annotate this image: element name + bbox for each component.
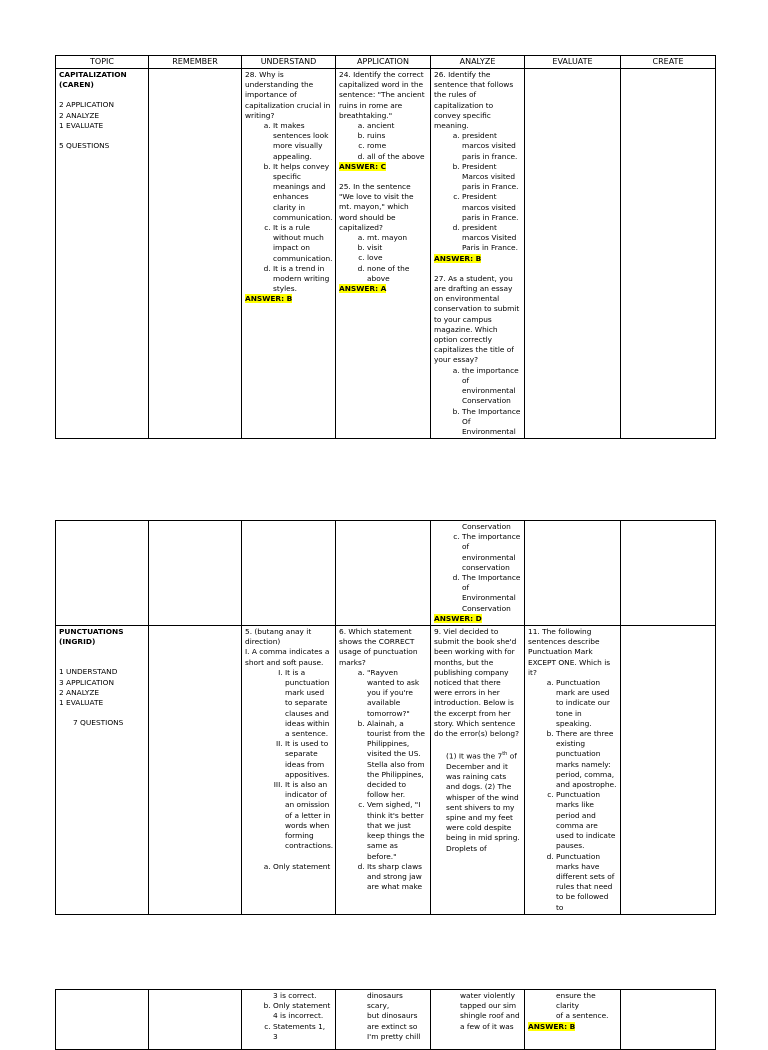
header-create: CREATE (621, 56, 716, 69)
rubric-table-page-1 (55, 55, 716, 439)
excerpt-rest: of December and it was raining cats and dogs. (2) The whisper of the wind sent shivers to my spine and my feet were cold despite being in mid spring. Droplets of (446, 751, 520, 853)
excerpt-superscript: th (502, 751, 508, 758)
answer-key: ANSWER: A (339, 284, 387, 294)
remember-cell (149, 69, 242, 439)
option-item: d. The Importance of Environmental Conservation (462, 573, 521, 614)
rubric-table-page-3 (55, 989, 716, 1050)
option-item: a. It makes sentences look more visually appealing. (273, 121, 332, 162)
question-stem: 11. The following sentences describe Punctuation Mark EXCEPT ONE. Which is it? (528, 627, 611, 677)
option-item: b. There are three existing punctuation marks namely: period, comma, and apostrophe. (556, 729, 617, 790)
option-item: c. It is a rule without much impact on communication. (273, 223, 332, 264)
option-item: c. The importance of environmental conservation (462, 532, 521, 573)
topic-cell-punctuations (56, 626, 149, 915)
excerpt-start: (1) It was the 7 (446, 751, 503, 761)
table-row-punctuations-continued (56, 990, 716, 1050)
question-stem: 27. As a student, you are drafting an essay on environmental conservation to submit to your campus magazine. Which option correctly capitalizes the title of your essay? (434, 273, 520, 365)
option-item: a. mt. mayon (367, 233, 427, 243)
topic-question-count: 5 QUESTIONS (59, 141, 110, 151)
understand-cell (242, 990, 336, 1050)
topic-question-count: 7 QUESTIONS (73, 718, 124, 728)
header-analyze: ANALYZE (431, 56, 525, 69)
option-item: d. none of the above (367, 264, 427, 284)
question-excerpt (434, 749, 521, 854)
header-understand: UNDERSTAND (242, 56, 336, 69)
answer-key: ANSWER: B (434, 253, 482, 263)
create-cell (621, 69, 716, 439)
option-list (245, 1001, 332, 1042)
excerpt-continuation: a few of it was (460, 1021, 514, 1031)
option-continuation: 3 is correct. (273, 991, 317, 1000)
question-stem: 5. (butang anay it direction) (245, 627, 312, 647)
option-item: a. "Rayven wanted to ask you if you're available tomorrow?" (367, 668, 427, 719)
table-header-row (56, 56, 716, 69)
understand-cell (242, 521, 336, 626)
option-item: a. ancient (367, 121, 427, 131)
question-stem: 9. Viel decided to submit the book she'd been working with for months, but the publishing company noticed that there were errors in her introduction. Below is the excerpt from her story. Which sentence do the error(s) belong? (434, 627, 520, 739)
option-list (339, 233, 427, 284)
option-item: a. Only statement (273, 862, 332, 872)
option-continuation: Conservation (462, 522, 511, 531)
option-item: a. Punctuation mark are used to indicate our tone in speaking. (556, 678, 617, 729)
topic-line: 1 EVALUATE (59, 120, 104, 130)
header-remember: REMEMBER (149, 56, 242, 69)
option-item: a. the importance of environmental Conservation (462, 366, 521, 407)
question-stem: 24. Identify the correct capitalized word in the sentence: "The ancient ruins in rome are breathtaking." (339, 70, 425, 120)
header-evaluate: EVALUATE (525, 56, 621, 69)
answer-key: ANSWER: B (245, 294, 293, 304)
application-cell (336, 626, 431, 915)
header-application: APPLICATION (336, 56, 431, 69)
option-item: b. The Importance Of Environmental (462, 407, 521, 438)
statement-item: III. It is also an indicator of an omission of a letter in words when forming contractions. (285, 780, 332, 851)
answer-key: ANSWER: D (434, 613, 482, 623)
option-list (434, 532, 521, 614)
understand-cell (242, 69, 336, 439)
topic-line: 2 APPLICATION (59, 100, 114, 110)
topic-line: 2 ANALYZE (59, 687, 100, 697)
evaluate-cell (525, 521, 621, 626)
topic-cell-capitalization (56, 69, 149, 439)
remember-cell (149, 626, 242, 915)
option-item: c. President marcos visited paris in France. (462, 192, 521, 223)
topic-line: 1 UNDERSTAND (59, 667, 118, 677)
option-item: d. It is a trend in modern writing styles. (273, 264, 332, 295)
topic-title: CAPITALIZATION (CAREN) (59, 70, 127, 90)
remember-cell (149, 990, 242, 1050)
topic-cell (56, 990, 149, 1050)
topic-line: 2 ANALYZE (59, 110, 100, 120)
option-list (339, 668, 427, 892)
excerpt-continuation: shingle roof and (460, 1011, 520, 1021)
option-item: b. It helps convey specific meanings and enhances clarity in communication. (273, 162, 332, 223)
question-stem: 25. In the sentence "We love to visit the mt. mayon," which word should be capitalized? (339, 182, 414, 232)
option-continuation: dinosaurs scary, (367, 991, 403, 1011)
option-item: c. rome (367, 141, 427, 151)
option-list (434, 131, 521, 253)
table-row-capitalization-continued (56, 521, 716, 626)
question-stem: 6. Which statement shows the CORRECT usage of punctuation marks? (339, 627, 418, 667)
create-cell (621, 626, 716, 915)
option-list (245, 121, 332, 294)
option-continuation: are extinct so (367, 1021, 418, 1031)
create-cell (621, 990, 716, 1050)
option-list (245, 862, 332, 872)
option-item: d. Punctuation marks have different sets of rules that need to be followed to (556, 852, 617, 913)
statement-item: I. It is a punctuation mark used to separate clauses and ideas within a sentence. (285, 668, 332, 739)
evaluate-cell (525, 626, 621, 915)
option-item: b. Only statement 4 is incorrect. (273, 1001, 332, 1021)
application-cell (336, 990, 431, 1050)
option-item: c. Statements 1, 3 (273, 1022, 332, 1042)
evaluate-cell (525, 69, 621, 439)
rubric-table-page-2 (55, 520, 716, 915)
option-list (339, 121, 427, 162)
option-item: b. President Marcos visited paris in France. (462, 162, 521, 193)
option-item: a. president marcos visited paris in france. (462, 131, 521, 162)
topic-line: 1 EVALUATE (59, 698, 104, 708)
option-item: b. visit (367, 243, 427, 253)
analyze-cell (431, 626, 525, 915)
option-list (434, 366, 521, 437)
table-row-capitalization (56, 69, 716, 439)
option-item: b. ruins (367, 131, 427, 141)
option-item: c. love (367, 253, 427, 263)
application-cell (336, 521, 431, 626)
topic-cell (56, 521, 149, 626)
topic-line: 3 APPLICATION (59, 677, 114, 687)
application-cell (336, 69, 431, 439)
topic-title: PUNCTUATIONS (INGRID) (59, 627, 124, 647)
option-list (528, 678, 617, 913)
option-continuation: of a sentence. (556, 1011, 609, 1021)
statement-list (245, 668, 332, 852)
option-continuation: ensure the clarity (556, 991, 596, 1011)
option-item: d. president marcos Visited Paris in France. (462, 223, 521, 254)
statement-item: II. It is used to separate ideas from appositives. (285, 739, 332, 780)
answer-key: ANSWER: B (528, 1021, 576, 1031)
understand-cell (242, 626, 336, 915)
table-row-punctuations (56, 626, 716, 915)
option-item: d. all of the above (367, 152, 427, 162)
analyze-cell (431, 521, 525, 626)
option-continuation: but dinosaurs (367, 1011, 418, 1021)
analyze-cell (431, 69, 525, 439)
question-stem: 28. Why is understanding the importance of capitalization crucial in writing? (245, 70, 331, 120)
create-cell (621, 521, 716, 626)
excerpt-continuation: water violently (460, 991, 515, 1000)
analyze-cell (431, 990, 525, 1050)
option-item: d. Its sharp claws and strong jaw are what make (367, 862, 427, 893)
remember-cell (149, 521, 242, 626)
evaluate-cell (525, 990, 621, 1050)
option-item: b. Alainah, a tourist from the Philippines, visited the US. Stella also from the Philippines, decided to follow her. (367, 719, 427, 801)
question-intro: I. A comma indicates a short and soft pause. (245, 647, 330, 667)
excerpt-continuation: tapped our sim (460, 1001, 517, 1011)
question-stem: 26. Identify the sentence that follows the rules of capitalization to convey specific meaning. (434, 70, 514, 131)
header-topic: TOPIC (56, 56, 149, 69)
option-item: c. Vem sighed, "I think it's better that we just keep things the same as before." (367, 800, 427, 861)
answer-key: ANSWER: C (339, 161, 387, 171)
option-continuation: I'm pretty chill (367, 1031, 421, 1041)
option-item: c. Punctuation marks like period and comma are used to indicate pauses. (556, 790, 617, 851)
